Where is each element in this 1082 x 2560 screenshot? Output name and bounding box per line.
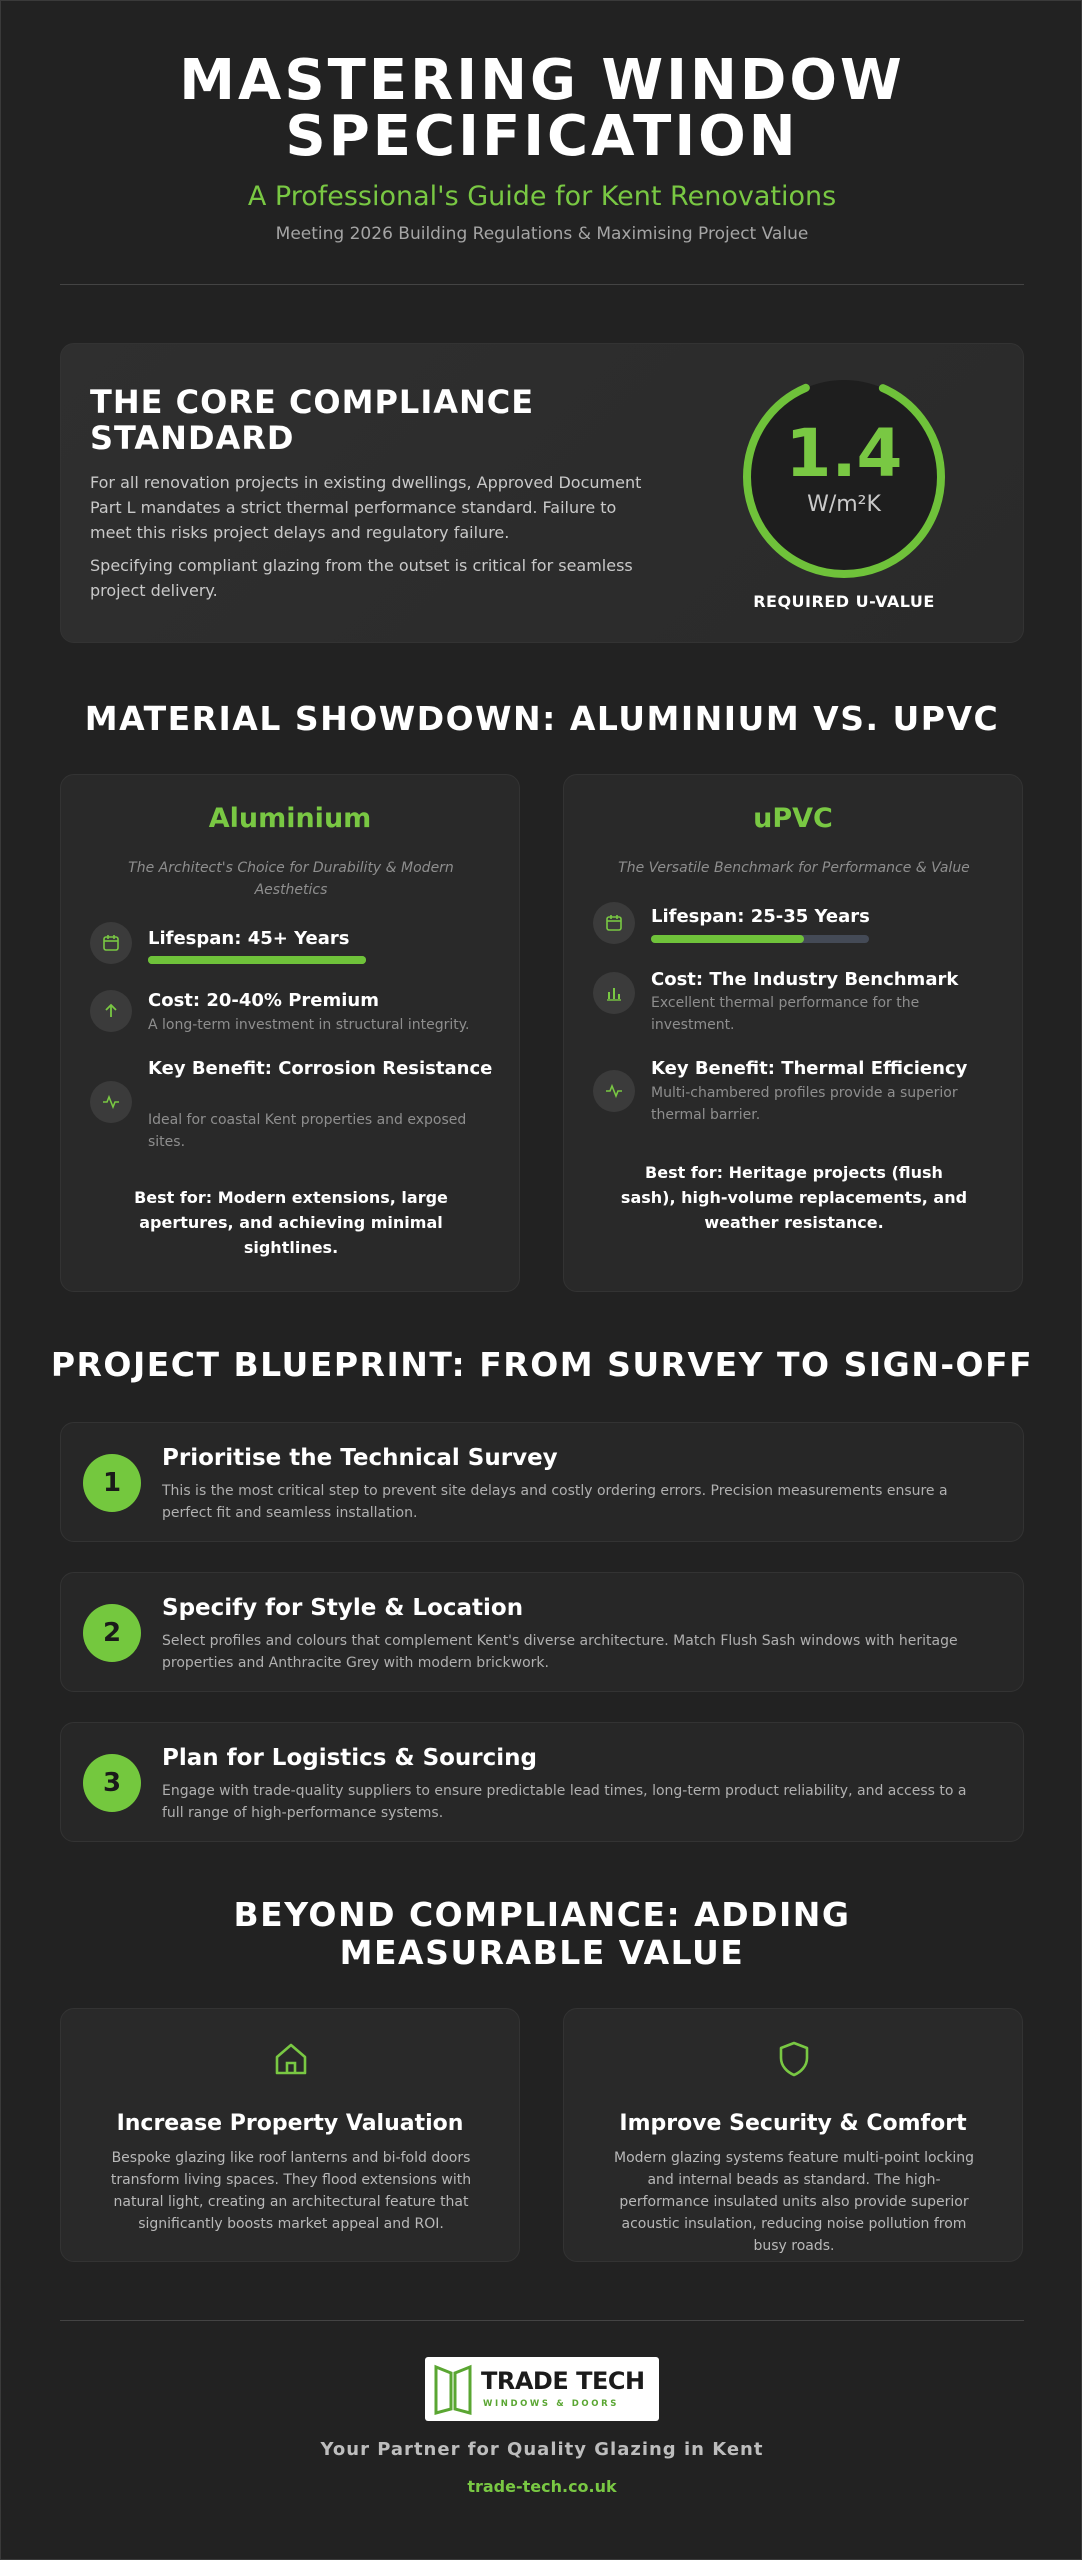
core-paragraph-2: Specifying compliant glazing from the outset is critical for seamless project delivery. — [90, 556, 633, 600]
pulse-icon — [593, 1070, 635, 1112]
calendar-icon — [593, 902, 635, 944]
aluminium-name: Aluminium — [208, 803, 372, 834]
logo-subtitle: WINDOWS & DOORS — [483, 2399, 619, 2409]
arrow-up-icon — [90, 990, 132, 1032]
step-number: 3 — [83, 1754, 141, 1812]
aluminium-card — [60, 774, 520, 1292]
security-title: Improve Security & Comfort — [619, 2111, 967, 2136]
value-section-title: BEYOND COMPLIANCE: ADDING MEASURABLE VALUE — [233, 1895, 851, 1972]
footer-url-link[interactable]: trade-tech.co.uk — [467, 2477, 617, 2496]
page-title: MASTERING WINDOW SPECIFICATION — [179, 48, 905, 169]
calendar-icon — [90, 922, 132, 964]
materials-section-title: MATERIAL SHOWDOWN: ALUMINIUM VS. UPVC — [84, 699, 1000, 738]
aluminium-lifespan-fill — [148, 956, 366, 964]
core-compliance-card — [60, 343, 1024, 643]
aluminium-benefit-desc: Ideal for coastal Kent properties and exposed sites. — [148, 1112, 467, 1150]
step-card-3 — [60, 1722, 1024, 1842]
step-card-1 — [60, 1422, 1024, 1542]
logo-mark-icon — [433, 2363, 473, 2415]
aluminium-best-for: Best for: Modern extensions, large apertures, and achieving minimal sightlines. — [134, 1188, 448, 1257]
house-icon — [271, 2039, 311, 2079]
upvc-tagline: The Versatile Benchmark for Performance & Value — [618, 860, 970, 876]
footer-tagline: Your Partner for Quality Glazing in Kent — [320, 2439, 764, 2460]
core-paragraph-1: For all renovation projects in existing dwellings, Approved Document Part L mandates a strict thermal performance standard. Failure to meet this risks project delays and regulatory failure. — [90, 473, 642, 542]
pulse-icon — [90, 1081, 132, 1123]
u-value-unit: W/m²K — [807, 492, 881, 517]
step-number: 2 — [83, 1604, 141, 1662]
footer-divider — [60, 2320, 1024, 2321]
step-description: Select profiles and colours that complement Kent's diverse architecture. Match Flush Sash windows with heritage properties and Anthracite Grey with modern brickwork. — [162, 1633, 958, 1671]
upvc-benefit-desc: Multi-chambered profiles provide a superior thermal barrier. — [651, 1085, 958, 1123]
trade-tech-logo[interactable] — [425, 2357, 659, 2421]
upvc-card — [563, 774, 1023, 1292]
blueprint-section-title: PROJECT BLUEPRINT: FROM SURVEY TO SIGN-OFF — [50, 1345, 1034, 1384]
upvc-benefit-title: Key Benefit: Thermal Efficiency — [651, 1058, 968, 1079]
upvc-name: uPVC — [753, 803, 833, 834]
valuation-desc: Bespoke glazing like roof lanterns and bi-fold doors transform living spaces. They flood extensions with natural light, creating an architectural feature that significantly boosts market appeal and ROI. — [110, 2150, 472, 2232]
step-title: Prioritise the Technical Survey — [162, 1445, 558, 1471]
aluminium-cost-title: Cost: 20-40% Premium — [148, 990, 380, 1011]
upvc-lifespan-fill — [651, 935, 804, 943]
logo-name: TRADE TECH — [481, 2367, 645, 2395]
u-value-label: REQUIRED U-VALUE — [753, 592, 935, 611]
security-card — [563, 2008, 1023, 2262]
step-title: Specify for Style & Location — [162, 1595, 524, 1621]
step-description: Engage with trade-quality suppliers to ensure predictable lead times, long-term product reliability, and access to a full range of high-performance systems. — [162, 1783, 967, 1821]
aluminium-tagline: The Architect's Choice for Durability & Modern Aesthetics — [128, 860, 454, 898]
shield-icon — [774, 2039, 814, 2079]
page-subtitle: A Professional's Guide for Kent Renovations — [247, 181, 837, 212]
aluminium-lifespan-bar — [148, 956, 366, 964]
upvc-best-for: Best for: Heritage projects (flush sash), high-volume replacements, and weather resistance. — [620, 1163, 968, 1232]
hero-header — [1, 48, 1082, 244]
core-title: THE CORE COMPLIANCE STANDARD — [90, 383, 535, 457]
step-number: 1 — [83, 1454, 141, 1512]
aluminium-benefit-title: Key Benefit: Corrosion Resistance — [148, 1058, 493, 1079]
upvc-lifespan: Lifespan: 25-35 Years — [651, 906, 870, 927]
security-desc: Modern glazing systems feature multi-point locking and internal beads as standard. The high-performance insulated units also provide superior acoustic insulation, reducing noise pollution from busy roads. — [613, 2150, 975, 2254]
step-title: Plan for Logistics & Sourcing — [162, 1745, 538, 1771]
step-description: This is the most critical step to prevent site delays and costly ordering errors. Precision measurements ensure a perfect fit and seamless installation. — [162, 1483, 948, 1521]
bar-chart-icon — [593, 972, 635, 1014]
upvc-lifespan-bar — [651, 935, 869, 943]
step-card-2 — [60, 1572, 1024, 1692]
header-divider — [60, 284, 1024, 285]
valuation-title: Increase Property Valuation — [116, 2111, 464, 2136]
valuation-card — [60, 2008, 520, 2262]
aluminium-cost-desc: A long-term investment in structural integrity. — [148, 1017, 470, 1033]
upvc-cost-title: Cost: The Industry Benchmark — [651, 969, 959, 990]
page-tagline: Meeting 2026 Building Regulations & Maximising Project Value — [275, 224, 809, 244]
u-value-number: 1.4 — [785, 415, 903, 492]
upvc-cost-desc: Excellent thermal performance for the investment. — [651, 995, 920, 1033]
aluminium-lifespan: Lifespan: 45+ Years — [148, 928, 350, 949]
